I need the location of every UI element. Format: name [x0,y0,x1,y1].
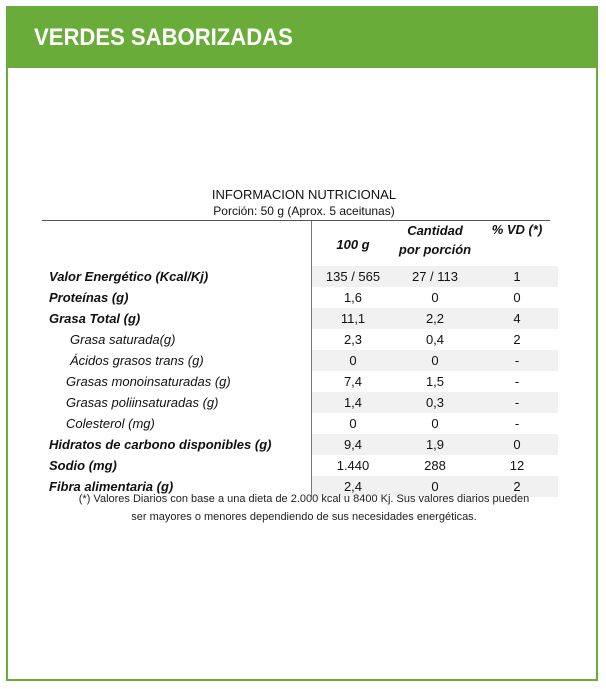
footnote-line-2: ser mayores o menores dependiendo de sus necesidades energéticas. [131,511,477,523]
table-row [42,434,558,455]
row-vd: - [476,350,558,371]
row-label: Fibra alimentaria (g) [49,479,174,494]
row-per-100: 1.440 [312,455,395,476]
header-per-portion [394,221,476,266]
row-per-portion: 0 [394,350,476,371]
row-per-100: 0 [312,350,395,371]
row-label: Grasa saturada(g) [70,332,176,347]
header-vd [476,221,558,266]
row-vd: 4 [476,308,558,329]
row-per-100: 9,4 [312,434,395,455]
row-label: Ácidos grasos trans (g) [70,353,204,368]
row-per-portion: 1,5 [425,374,445,389]
header-bar [8,8,596,68]
row-per-100: 2,4 [312,476,395,497]
column-per-portion-label-1: Cantidad [407,223,463,238]
row-per-portion: 0 [431,290,439,305]
row-per-100: 7,4 [312,371,395,392]
table-row [42,392,558,413]
table-row [42,350,558,371]
row-per-portion: 1,9 [394,434,476,455]
row-label: Grasas poliinsaturadas (g) [66,395,219,410]
row-per-portion: 0 [394,476,476,497]
product-card [6,6,598,681]
column-vd-label: % VD (*) [491,222,543,237]
footnote-line-1: (*) Valores Diarios con base a una dieta de 2.000 kcal u 8400 Kj. Sus valores diarios pueden [78,493,530,505]
nutrition-table [42,221,559,497]
row-per-100: 135 / 565 [312,266,395,287]
row-per-portion: 0,4 [425,332,445,347]
row-per-100: 11,1 [312,308,395,329]
row-per-100: 0 [312,413,395,434]
row-vd: 1 [476,266,558,287]
row-label: Proteínas (g) [49,290,129,305]
row-vd: 2 [476,476,558,497]
row-label: Sodio (mg) [49,458,117,473]
header-per-100 [312,221,395,266]
row-vd: 2 [513,332,521,347]
table-row [42,371,558,392]
column-per-100-label: 100 g [336,237,370,252]
row-per-100: 1,4 [312,392,395,413]
row-label: Hidratos de carbono disponibles (g) [49,437,272,452]
row-vd: 12 [509,458,525,473]
table-row [42,455,558,476]
footnote [28,490,580,526]
row-per-100: 2,3 [312,329,395,350]
row-per-portion: 27 / 113 [394,266,476,287]
row-per-portion: 0,3 [394,392,476,413]
table-row [42,308,558,329]
column-per-portion-label-2: por porción [398,242,472,257]
product-title: VERDES SABORIZADAS [34,24,293,51]
row-vd: 0 [476,434,558,455]
table-row [42,413,558,434]
row-vd: - [514,416,520,431]
row-per-100: 1,6 [312,287,395,308]
portion-subtitle: Porción: 50 g (Aprox. 5 aceitunas) [213,204,395,218]
header-empty-cell [42,221,312,266]
row-vd: 0 [513,290,521,305]
table-row [42,287,558,308]
row-label: Grasas monoinsaturadas (g) [66,374,231,389]
row-vd: - [514,374,520,389]
row-label: Valor Energético (Kcal/Kj) [49,269,209,284]
table-row [42,329,558,350]
row-per-portion: 2,2 [394,308,476,329]
table-row [42,266,558,287]
row-vd: - [476,392,558,413]
row-label: Grasa Total (g) [49,311,141,326]
nutrition-title: INFORMACION NUTRICIONAL [211,187,397,202]
row-per-portion: 288 [424,458,446,473]
row-per-portion: 0 [431,416,439,431]
table-header-row [42,221,558,266]
row-label: Colesterol (mg) [66,416,155,431]
